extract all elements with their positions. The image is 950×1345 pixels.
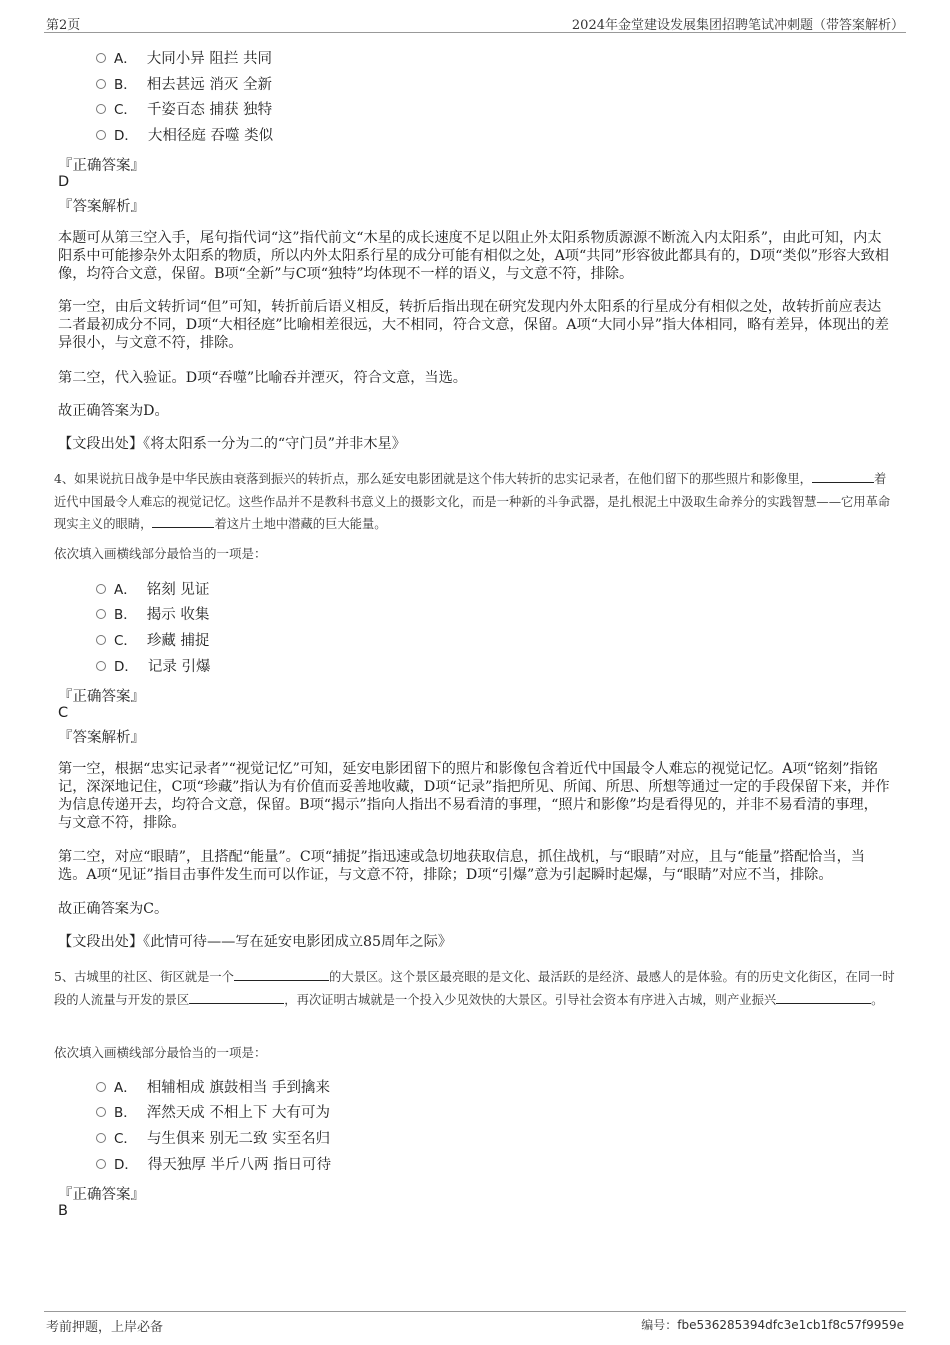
q5-option-b[interactable]: B． 浑然天成 不相上下 大有可为	[96, 1102, 330, 1124]
radio-icon[interactable]	[96, 1082, 106, 1092]
question-prompt: 依次填入画横线部分最恰当的一项是：	[54, 546, 267, 561]
source-citation: 【文段出处】《将太阳系一分为二的“守门员”并非木星》	[58, 436, 406, 452]
page-number: 第2页	[46, 18, 81, 33]
q5-option-c[interactable]: C． 与生俱来 别无二致 实至名归	[96, 1128, 330, 1150]
q5-option-d[interactable]: D． 得天独厚 半斤八两 指日可待	[96, 1154, 331, 1176]
question-stem: 5、古城里的社区、街区就是一个 的大景区。这个景区最亮眼的是文化、最活跃的是经济、最感人的是体验。有的历史文化街区，在同一时段的人流量与开发的景区 ，再次证明古城就是一个投入少见效快的大景区。引导社会资本有序进入古城，则产业振兴 。	[54, 970, 895, 1007]
radio-icon[interactable]	[96, 635, 106, 645]
radio-icon[interactable]	[96, 584, 106, 594]
radio-icon[interactable]	[96, 661, 106, 671]
radio-icon[interactable]	[96, 130, 106, 140]
document-code: 编号：fbe536285394dfc3e1cb1f8c57f9959e	[641, 1318, 904, 1332]
analysis-paragraph: 第二空，代入验证。D项“吞噬”比喻吞并湮灭，符合文意，当选。	[58, 370, 467, 386]
analysis-conclusion: 故正确答案为D。	[58, 403, 169, 419]
document-title: 2024年金堂建设发展集团招聘笔试冲刺题（带答案解析）	[571, 18, 904, 33]
q4-option-d[interactable]: D． 记录 引爆	[96, 656, 211, 678]
page-header	[44, 10, 906, 33]
blank-line	[234, 968, 329, 981]
q4-option-b[interactable]: B． 揭示 收集	[96, 604, 209, 626]
answer-label: 『正确答案』	[58, 1187, 145, 1203]
blank-line	[152, 515, 214, 528]
footer-slogan: 考前押题，上岸必备	[46, 1320, 164, 1335]
blank-line	[776, 991, 871, 1004]
answer-label: 『正确答案』	[58, 158, 145, 174]
analysis-conclusion: 故正确答案为C。	[58, 901, 169, 917]
blank-line	[189, 991, 284, 1004]
analysis-paragraph: 第一空，由后文转折词“但”可知，转折前后语义相反，转折后指出现在研究发现内外太阳系的行星成分有相似之处，故转折前应表达二者最初成分不同，D项“大相径庭”比喻相差很远，大不相同，符合文意，保留。A项“大同小异”指大体相同，略有差异，体现出的差异很小，与文意不符，排除。	[58, 299, 889, 351]
answer-value: D	[58, 174, 70, 190]
analysis-paragraph: 本题可从第三空入手，尾句指代词“这”指代前文“木星的成长速度不足以阻止外太阳系物质源源不断流入内太阳系”，由此可知，内太阳系中可能掺杂外太阳系的物质，所以内外太阳系行星的成分可能有相似之处，A项“共同”形容彼此都具有的，D项“类似”形容大致相像，均符合文意，保留。B项“全新”与C项“独特”均体现不一样的语义，与文意不符，排除。	[58, 230, 889, 282]
question-prompt: 依次填入画横线部分最恰当的一项是：	[54, 1045, 267, 1060]
radio-icon[interactable]	[96, 609, 106, 619]
analysis-paragraph: 第一空，根据“忠实记录者”“视觉记忆”可知，延安电影团留下的照片和影像包含着近代中国最令人难忘的视觉记忆。A项“铭刻”指铭记，深深地记住，C项“珍藏”指认为有价值而妥善地收藏，D项“记录”指把所见、所闻、所思、所想等通过一定的手段保留下来，并作为信息传递开去，均符合文意，保留。B项“揭示”指向人指出不易看清的事理，“照片和影像”均是看得见的，并非不易看清的事理，与文意不符，排除。	[58, 761, 890, 831]
q5-option-a[interactable]: A． 相辅相成 旗鼓相当 手到擒来	[96, 1077, 330, 1099]
answer-value: B	[58, 1203, 68, 1219]
q3-option-c[interactable]: C． 千姿百态 捕获 独特	[96, 99, 272, 121]
q3-option-d[interactable]: D． 大相径庭 吞噬 类似	[96, 125, 273, 147]
q3-option-b[interactable]: B． 相去甚远 消灭 全新	[96, 74, 272, 96]
question-stem: 4、如果说抗日战争是中华民族由衰落到振兴的转折点，那么延安电影团就是这个伟大转折的忠实记录者，在他们留下的那些照片和影像里， 着近代中国最令人难忘的视觉记忆。这些作品并不是教科书意义上的摄影文化，而是一种新的斗争武器，是扎根泥土中汲取生命养分的实践智慧——它用革命现实主义的眼睛， 着这片土地中潜藏的巨大能量。	[54, 472, 891, 531]
radio-icon[interactable]	[96, 1107, 106, 1117]
answer-label: 『正确答案』	[58, 689, 145, 705]
q4-option-c[interactable]: C． 珍藏 捕捉	[96, 630, 210, 652]
q4-option-a[interactable]: A． 铭刻 见证	[96, 579, 209, 601]
blank-line	[812, 470, 874, 483]
radio-icon[interactable]	[96, 104, 106, 114]
radio-icon[interactable]	[96, 79, 106, 89]
radio-icon[interactable]	[96, 53, 106, 63]
radio-icon[interactable]	[96, 1133, 106, 1143]
analysis-label: 『答案解析』	[58, 730, 145, 746]
source-citation: 【文段出处】《此情可待——写在延安电影团成立85周年之际》	[58, 934, 453, 950]
q3-option-a[interactable]: A． 大同小异 阻拦 共同	[96, 48, 272, 70]
radio-icon[interactable]	[96, 1159, 106, 1169]
answer-value: C	[58, 705, 69, 721]
analysis-label: 『答案解析』	[58, 199, 145, 215]
analysis-paragraph: 第二空，对应“眼睛”，且搭配“能量”。C项“捕捉”指迅速或急切地获取信息，抓住战机，与“眼睛”对应，且与“能量”搭配恰当，当选。A项“见证”指目击事件发生而可以作证，与文意不符，排除；D项“引爆”意为引起瞬时起爆，与“眼睛”对应不当，排除。	[58, 849, 865, 883]
page-footer	[44, 1311, 906, 1336]
